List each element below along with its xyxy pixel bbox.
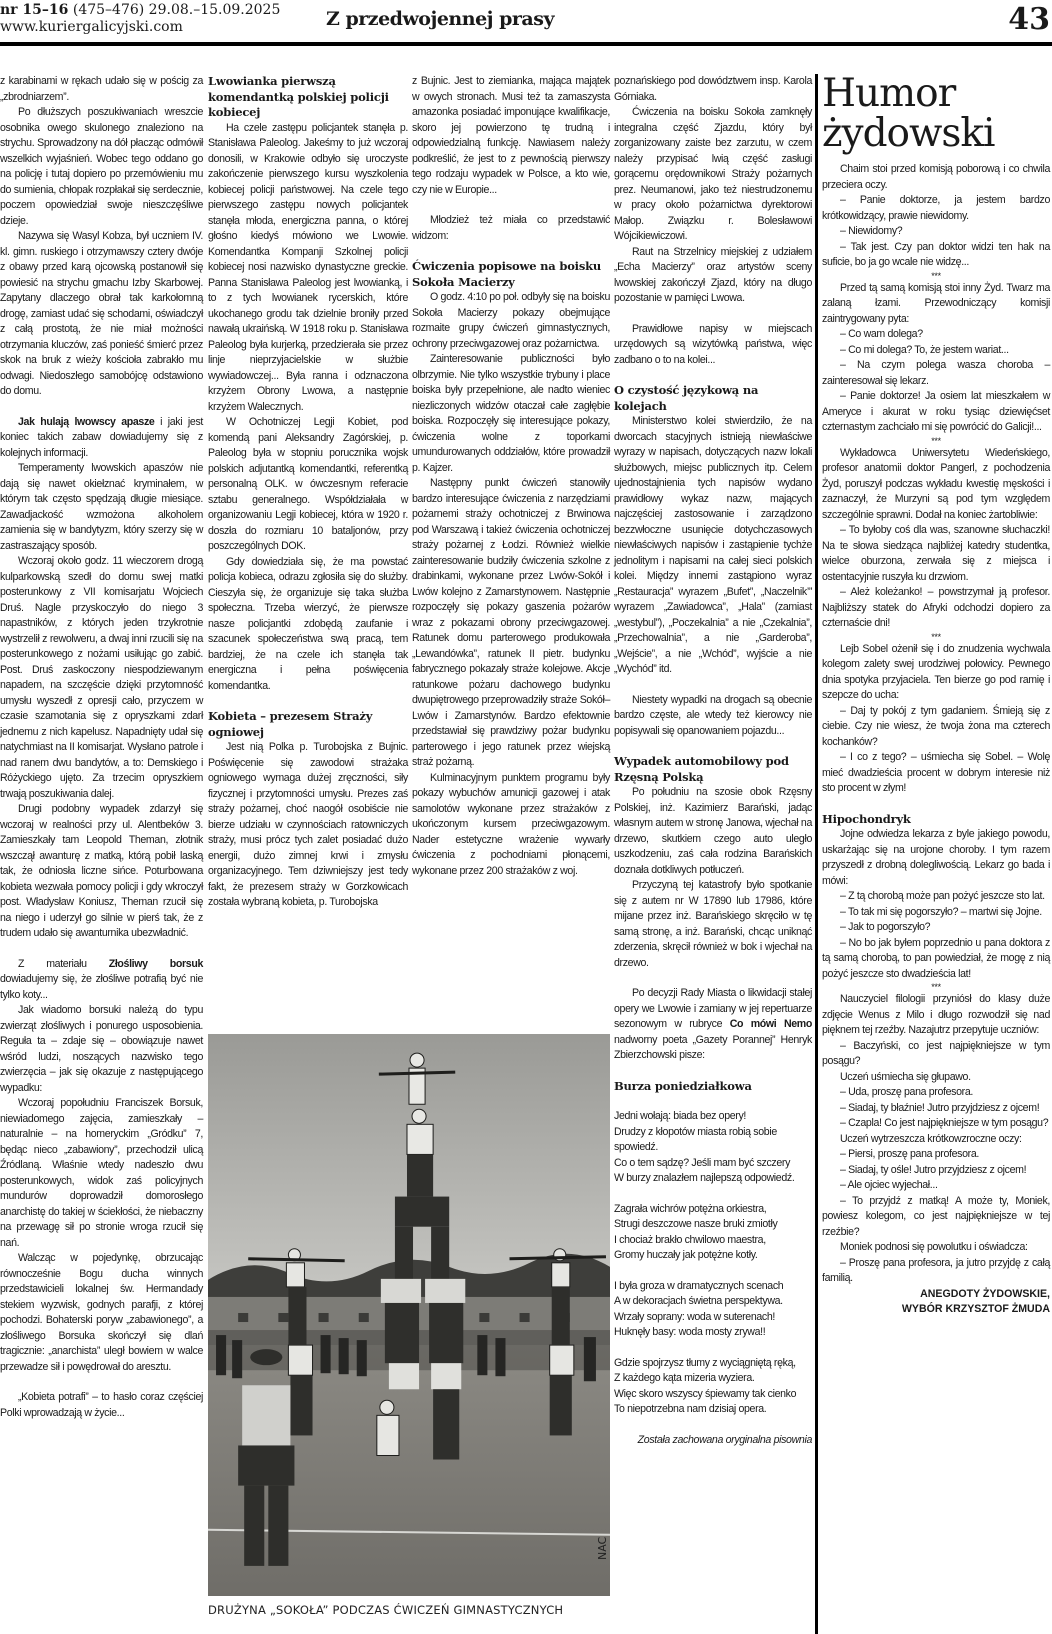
poem-line: A w dekoracjach świetna perspektywa. [614,1295,783,1307]
lead-text: dowiadujemy się, że złośliwe potrafią być nie tylko koty... [0,973,203,1001]
lead-text: nadworny poeta „Gazety Porannej” Henryk Zbierzchowski pisze: [614,1033,812,1061]
anecdote-paragraph: Chaim stoi przed komisją poborową i co chwila przeciera oczy. [822,163,1050,191]
section-title: Z przedwojennej prasy [326,8,554,30]
anecdote-paragraph: – Uda, proszę pana profesora. [840,1086,973,1098]
anecdote-paragraph: Uczeń wytrzeszcza krótkowzroczne oczy: [840,1132,1022,1145]
paragraph: Niestety wypadki na drogach są obecnie bardzo częste, ale wtedy też kierowcy nie popisywali się opanowaniem pojazdu... [614,693,812,737]
anecdote-paragraph: – Panie doktorze, ja jestem bardzo krótkowidzący, prawie niewidomy. [822,194,1050,222]
column-4 [614,74,812,1448]
anecdote-paragraph: Moniek podnosi się powolutku i oświadcza: [840,1241,1028,1253]
poem-line: Zagrała wichrów potężna orkiestra, [614,1202,767,1215]
anecdote-paragraph: – Siadaj, ty ośle! Jutro przyjdziesz z ojcem! [840,1163,1027,1176]
historic-photo [208,1034,610,1596]
paragraph: z karabinami w rękach udało się w pościg za „zbrodniarzem”. [0,75,203,103]
anecdote-paragraph: – Co mi dolega? To, że jestem wariat... [840,343,1009,356]
paragraph: Młodzież też miała co przedstawić widzom: [412,214,610,242]
paragraph: Jest nią Polka p. Turobojska z Bujnic. Poświęcenie się zawodowi strażaka ogniowego wymaga dużej zręczności, siły fizycznej i przytomności umysłu. Prezes zaś straży pożarnej, choć naogół osobiście nie bierze udziału w czynnościach ratowniczych straży, musi prócz tych zalet posiadać dużo energii, dużo zimnej krwi i zmysłu organizacyjnego. Tem dziwniejszy jest tedy fakt, że prezesem straży w Gorzkowicach została wybraną kobieta, p. Turobojska [208,741,408,908]
anecdote-paragraph: Przed tą samą komisją stoi inny Żyd. Twarz ma zalaną łzami. Przewodniczący komisji zaintrygowany pyta: [822,281,1050,325]
lead-paragraph [0,957,203,1004]
byline: WYBÓR KRZYSZTOF ŻMUDA [901,1303,1050,1315]
poem [614,1109,812,1418]
paragraph: Raut na Strzelnicy miejskiej z udziałem „Echa Macierzy” oraz artystów sceny lwowskiej zakończył Zjazd, który na długo pozostanie w pamięci Lwowa. [614,245,812,304]
humor-body [822,162,1050,1287]
anecdote-headline: Hipochondryk [822,811,911,826]
anecdote-paragraph: – Tak jest. Czy pan doktor widzi ten hak na suficie, bo ja go wcale nie widzę... [822,240,1050,268]
column-1 [0,74,203,1421]
paragraph: Zainteresowanie publiczności było olbrzymie. Nie tylko wszystkie trybuny i place boiska były przepełnione, ale nadto wieniec niezliczonych widzów otaczał całe zagłębie boiska. Rozpoczęły się interesujące pokazy, ćwiczenia wolne z toporkami umundurowanych oddziałów, które prowadził p. Kajzer. [412,353,610,474]
page-header [0,0,1052,44]
paragraph: W Ochotniczej Legji Kobiet, pod komendą pani Aleksandry Zagórskiej, p. Paleolog była w stopniu porucznika wojsk polskich adjutantką komendantki, referentką personalną OLK. w ówczesnym referacie sztabu generalnego. Współdziałała w organizowaniu Legji kobiecej, która w 1920 r. doszła do rozmiaru 10 bataljonów, przy poszczególnych DOK. [208,416,408,552]
separator-stars: *** [931,435,941,446]
poem-line: Huknęły basy: woda mosty zrywa!! [614,1326,766,1338]
paragraph: Ministerstwo kolei stwierdziło, że na dworcach stacyjnych istnieją niewłaściwe wyrazy w napisach, dotyczących nazw lokali służbowych, miejsc publicznych itp. Celem ujednostajnienia tych napisów wydano prawidłowy wykaz nazw, mających najczęściej zastosowanie i zarządzono bezzwłoczne usunięcie dotychczasowych niewłaściwych napisów i zastąpienie tychże jednolitym i napisami na całej sieci polskich kolei. Między innemi zastąpiono wyraz „Restauracja” wyrazem „Bufet”, „Naczelnik’” wyrazem „Zawiadowca”, „Hala” (zamiast „westybul”), „Poczekalnia” a nie „Czekalnia”, „Przechowalnia”, a nie „Garderoba”, „Wejście”, a nie „Wchód”, wyjście a nie „Wychód” itd. [614,415,812,675]
paragraph: Wczoraj popołudniu Franciszek Borsuk, niewiadomego zajęcia, zamieszkały – naturalnie – na homeryckim „Gródku” 7, będąc nieco „zabawiony”, przechodził ulicą Źródlaną. Właśnie wtedy nadeszło dwu posterunkowych, widok zaś policyjnych mundurów doprowadził domorosłego anarchistę do takiej w ściekłości, że niebaczny na przewagę sił po stronie wroga rzucił się nań. [0,1097,203,1249]
spacer [822,797,1050,812]
article-headline: Kobieta – prezesem Straży ogniowej [208,709,373,739]
poem-line: Gdzie spojrzysz tłumy z wyciągniętą ręką, [614,1356,796,1369]
stanza-break [614,1341,812,1356]
paragraph: Temperamenty lwowskich apaszów nie dają się nawet okiełznać kryminałem, w którym tak często spędzają długie miesiące. Zawadjackość wzmożona alkoholem zamienia się w bandytyzm, który szerzy się w zastraszający sposób. [0,462,203,552]
paragraph: Po południu na szosie obok Rzęsny Polskiej, inż. Kazimierz Barański, jadąc własnym autem w stronę Janowa, wjechał na drzewo, skutkiem czego auto uległo uszkodzeniu, zaś cała rodzina Barańskich doznała dotkliwych potłuczeń. [614,786,812,876]
poem-line: Co o tem sądzę? Jeśli mam być szczery [614,1156,791,1169]
paragraph: z Bujnic. Jest to ziemianka, mająca majątek w owych stronach. Musi też ta zamaszysta amazonka posiadać imponujące kwalifikacje, skoro jej powierzono tę trudną i odpowiedzialną funkcję. Nawiasem należy podkreślić, że jest to z pewnością pierwszy tego rodzaju wypadek w Polsce, a kto wie, czy nie w Europie... [412,75,610,196]
column-divider [815,74,818,1634]
gymnasts-pyramid-photo [208,1034,610,1596]
anecdote-paragraph: – To byłoby coś dla was, szanowne słuchaczki! Na te słowa siedząca najbliżej katedry studentka, wielce oburzona, zerwała się z miejsca i ostentacyjnie ruszyła ku drzwiom. [822,524,1050,583]
anecdote-paragraph: Nauczyciel filologii przyniósł do klasy duże zdjęcie Wenus z Milo i długo rozwodził się nad pięknem tej rzeźby. Nazajutrz przepytuje uczniów: [822,993,1050,1036]
column-3 [412,74,610,879]
lead-bold: Jak hulają lwowscy apasze [18,415,155,428]
anecdote-paragraph: – Siadaj, ty błaźnie! Jutro przyjdziesz z ojcem! [840,1101,1040,1114]
paragraph: Po dłuższych poszukiwaniach wreszcie osobnika owego skulonego znaleziono na strychu. Sprowadzony na dół płacząc odmówił wszelkich wyjaśnień. Wobec tego oddano go na policję i tutaj dopiero po przemówieniu mu do sumienia, chłopak rozpłakał się serdecznie, poczem opowiedział swoje nieszczęśliwe dzieje. [0,106,203,227]
anecdote-paragraph: – Z tą chorobą może pan pożyć jeszcze sto lat. [840,890,1045,902]
anecdote-paragraph: – Na czym polega wasza choroba – zainteresował się lekarz. [822,359,1050,387]
stanza-break [614,1187,812,1202]
anecdote-paragraph: – Panie doktorze! Ja osiem lat mieszkałem w Ameryce i akurat w roku tysiąc dziewięćset czternastym zachciało mi się powrócić do Galicji!... [822,390,1050,433]
paragraph: Przyczyną tej katastrofy było spotkanie się z autem nr W 17890 lub 17986, które mijane przez inż. Barańskiego skręciło w tę samą stronę, a inż. Barański, chcąc uniknąć zderzenia, skręcił również w bok i wjechał na drzewo. [614,879,812,969]
lead-bold: Złośliwy borsuk [108,957,203,970]
article-headline: Lwowianka pierwszą komendantką polskiej policji kobiecej [208,74,389,119]
paragraph: Prawidłowe napisy w miejscach urzędowych są wizytówką państwa, więc zadbano o to na kolei... [614,322,812,366]
anecdote-paragraph: – Co wam dolega? [840,328,923,340]
anecdote-paragraph: – To przyjdź z matką! A może ty, Moniek, powiesz kolegom, co jest najpiękniejsze w tej rzeźbie? [822,1194,1050,1238]
anecdote-paragraph: – Piersi, proszę pana profesora. [840,1148,979,1160]
paragraph: Nazywa się Wasyl Kobza, był uczniem IV. kl. gimn. ruskiego i otrzymawszy cztery dwóje z obawy przed karą ojcowską postanowił się powiesić na strychu gmachu Izby Skarbowej. Zapytany dlaczego obrał tak karkołomną drogę, zamiast udać się schodami, oświadczył z całą prostotą, że nie miał możności otrzymania kluczów, zaś ponieść śmierć przez skok na bruk z wieży kościoła zabrakło mu odwagi. Niedoszłego samobójcę odstawiono do domu. [0,230,203,397]
lead-paragraph [0,415,203,462]
anecdote-paragraph: Jojne odwiedza lekarza z byle jakiego powodu, uskarżając się na urojone choroby. I tym razem przyszedł z drobną dolegliwością. Lekarz go bada i mówi: [822,828,1050,887]
article-headline: O czystość językową na kolejach [614,383,759,413]
poem-line: I była groza w dramatycznych scenach [614,1279,784,1292]
poem-line: Więc skoro wszyscy śpiewamy tak cienko [614,1387,797,1400]
anecdote-paragraph: – Niewidomy? [840,225,903,237]
humor-title-line: żydowski [822,111,995,156]
anecdote-paragraph: Uczeń uśmiecha się głupawo. [840,1070,971,1083]
poem-line: Gromy huczały jak potężne kotły. [614,1249,758,1261]
separator-stars: *** [931,631,941,642]
anecdote-paragraph: – Proszę pana profesora, ja jutro przyjdę z całą familią. [822,1256,1050,1284]
anecdote-paragraph: – I co z tego? – uśmiecha się Sobel. – Wolę mieć dwadzieścia procent w dobrym interesie niż sto procent w złym! [822,751,1050,794]
humor-title [822,71,1050,156]
paragraph: Wczoraj około godz. 11 wieczorem drogą kulparkowską szedł do domu swej matki posterunkowy z VII komisarjatu Wojciech Druś. Nagle przyskoczyło do niego 3 napastników, z których jeden trzykrotnie wystrzelił z rewolweru, a dwaj inni rzucili się na posterunkowego z nożami usiłując go zabić. Post. Druś zaskoczony niespodziewanym napadem, na szczęście dzięki przytomność umysłu wyszedł z opresji cało, przyczem w czasie szamotania się z opryszkami zdarł jednemu z nich kapelusz. Napadnięty udał się natychmiast na II komisarjat. Wysłano patrole i nad ranem dwu bandytów, a to: Demskiego i Różyckiego ujęto. Za trzecim opryszkiem trwają poszukiwania dalej. [0,555,203,800]
anecdote-paragraph: – To tak mi się pogorszyło? – martwi się Jojne. [840,905,1042,918]
anecdote-paragraph: – Ale ojciec wyjechał... [840,1179,938,1191]
separator-stars: *** [931,982,941,992]
anecdote-paragraph: – Baczyński, co jest najpiękniejsze w tym posągu? [822,1039,1050,1067]
anecdote-paragraph: Lejb Sobel ożenił się i do znudzenia wychwala kolegom zalety swej urodziwej połowicy. Pewnego dnia spotyka przyjaciela. Ten bierze go pod ramię i szepcze do ucha: [822,642,1050,701]
issue-number: nr 15–16 [0,2,69,18]
paragraph: Kulminacyjnym punktem programu były pokazy wybuchów amunicji gazowej i atak samolotów wykonane przez strażaków z ukończonym kursem przeciwgazowym. Nader estetyczne wrażenie wywarły ćwiczenia z pochodniami płonącemi, wykonane przez 200 strażaków z woj. [412,771,610,877]
stanza-break [614,1264,812,1279]
article-headline: Ćwiczenia popisowe na boisku Sokoła Macierzy [412,259,602,289]
lead-text: Po decyzji Rady Miasta o likwidacji stałej opery we Lwowie i zamiany w jej repertuarze sezonowym w rubryce [614,987,812,1030]
anecdote-paragraph: Wykładowca Uniwersytetu Wiedeńskiego, profesor anatomii doktor Pangerl, z pochodzenia Żyd, poruszył podczas wykładu kwestię męskości i zaznaczył, że Murzyni są pod tym względem szczególnie sprawni. Dodał na koniec żartobliwie: [822,446,1050,521]
paragraph: Walcząc w pojedynkę, obrzucając równocześnie Bogu ducha winnych przedstawicieli lokalnej św. Hermandady stekiem wyzwisk, godnych parafji, z której pochodzi. Bohaterski poryw „zabawionego”, a złośliwego Borsuka skończył się dlań tragicznie: „anarchista” uległ bowiem w walce przewadze sił i powędrował do aresztu. [0,1252,203,1373]
lead-paragraph [614,986,812,1064]
poem-line: Jedni wołają: biada bez opery! [614,1110,747,1122]
poem-line: Z każdego kąta mizeria wyziera. [614,1372,755,1384]
poem-line: W burzy znalazłem najlepszą odpowiedź. [614,1172,795,1184]
anecdote-paragraph: – Ależ koleżanko! – powstrzymał ją profesor. Najbliższy statek do Afryki odchodzi dopiero za czternaście dni! [822,586,1050,629]
paragraph: poznańskiego pod dowództwem insp. Karola Górniaka. [614,75,812,103]
column-2 [208,74,408,911]
photo-caption: DRUŻYNA „SOKOŁA” PODCZAS ĆWICZEŃ GIMNASTYCZNYCH [208,1603,564,1617]
anecdote-paragraph: – Daj ty pokój z tym gadaniem. Śmieją się z ciebie. Czy nie wiesz, że twoja żona ma czterech kochanków? [822,704,1050,748]
lead-text: i jaki jest koniec takich zabaw dowiadujemy się z kolejnych informacji. [0,415,203,459]
article-headline: Wypadek automobilowy pod Rzęsną Polską [614,754,789,784]
paragraph: „Kobieta potrafi” – to hasło coraz częściej Polki wprowadzają w życie... [0,1391,203,1419]
paragraph: Jak wiadomo borsuki należą do typu zwierząt złośliwych i ponurego usposobienia. Reguła ta – zdaje się – obowiązuje nawet wśród ludzi, noszących nazwisko tego zwierzęcia – jak się okazuje z następującego wypadku: [0,1004,203,1094]
column-humor [822,71,1050,1318]
header-rule [0,42,1052,46]
poem-title: Burza poniedziałkowa [614,1078,752,1093]
lead-bold: Co mówi Nemo [729,1018,812,1030]
paragraph: O godz. 4:10 po poł. odbyły się na boisku Sokoła Macierzy pokazy obejmujące rozmaite grupy ćwiczeń gimnastycznych, ochrony przeciwgazowej oraz pożarnictwa. [412,291,610,350]
website-link[interactable]: www.kuriergalicyjski.com [0,19,183,35]
poem-line: Strugi deszczowe nasze bruki zmiotły [614,1218,778,1230]
spelling-note: Została zachowana oryginalna pisownia [637,1433,812,1446]
paragraph: Ćwiczenia na boisku Sokoła zamknęły integralna część Zjazdu, który był zorganizowany zaiste bez zarzutu, w czem należy przypisać lwią część zasługi gorącemu orędownikowi Straży pożarnych prez. Neumanowi, jako też niestrudzonemu w pracy około pożarnictwa dyrektorowi Małop. Związku r. Bolesławowi Wójcikiewiczowi. [614,106,812,242]
anecdote-paragraph: – No bo jak byłem poprzednio u pana doktora z tą samą chorobą, to pan powiedział, że mogę z nią pożyć jeszcze sto dwadzieścia lat! [822,936,1050,980]
poem-line: I chociaż brakło chwilowo maestra, [614,1233,766,1246]
paragraph: Gdy dowiedziała się, że ma powstać policja kobieca, odrazu zgłosiła się do służby. Cieszyła się, że organizuje się taka służba społeczna. Trzeba wierzyć, że pierwsze nasze policjantki zdobędą zaufanie i szacunek społeczeństwa swą pracą, tem bardziej, że na czele ich stanęła tak energiczna i pełna poświęcenia komendantka. [208,555,408,692]
poem-line: Drudzy z kłopotów miasta robią sobie spowiedź. [614,1125,777,1153]
issue-dates: (475–476) 29.08.–15.09.2025 [72,2,281,18]
lead-text: Z materiału [18,957,109,970]
anecdote-paragraph: – Jak to pogorszyło? [840,921,931,933]
byline: ANEGDOTY ŻYDOWSKIE, [920,1287,1050,1300]
paragraph: Następny punkt ćwiczeń stanowiły bardzo interesujące ćwiczenia z narzędziami pożarnemi straży ochotniczej z Brwinowa pod Warszawą i takież ćwiczenia ochotniczej straży pożarnej z Łodzi. Również wielkie zainteresowanie budziły ćwiczenia szkolne z drabinkami, wykonane przez Lwów-Sokół i Lwów kolejno z Zamarstynowem. Następnie rozpoczęły się pokazy gaszenia pożarów wraz z pokazami obrony przeciwgazowej. Ratunek domu parterowego produkowała „Lewandówka”, ratunek II pietr. budynku fabrycznego pokazały straże kolejowe. Akcje ratunkowe pożaru dachowego budynku dwupiętrowego przeprowadziły straże Sokół–Lwów i Zamarstynów. Bardzo efektownie przedstawiał się prawdziwy pożar budynku parterowego i jego ratunek przez wiejską straż pożarną. [412,477,610,768]
poem-line: To niepotrzebna nam dzisiaj opera. [614,1403,767,1415]
photo-credit: NAC [596,1536,609,1560]
humor-title-line: Humor [822,71,956,116]
page-number: 43 [1008,2,1050,37]
paragraph: Drugi podobny wypadek zdarzył się wczoraj w realności przy ul. Alentbeków 3. Zamieszkały tam Leopold Theman, złotnik wszczął awanturę z matką, którą pobił laską tak, że odniosła liczne sińce. Poturbowana kobieta wezwała pomocy policji i gdy wkroczył post. Władysław Koniusz, Theman rzucił się na niego i uderzył go silnie w pierś tak, że z trudem udało się awanturnika ubezwładnić. [0,803,203,939]
paragraph: Ha czele zastępu policjantek stanęła p. Stanisława Paleolog. Jakeśmy to już wczoraj donosili, w Krakowie odbyło się uroczyste zakończenie pierwszego kursu wyszkolenia kobiecej policji państwowej. Na czele tego pierwszego zastępu nowych policjantek stanęła młoda, energiczna panna, o której głośno kiedyś mówiono we Lwowie. Komendantka Kompanji Szkolnej policji kobiecej nosi nazwisko dynastyczne greckie. Panna Stanisława Paleolog jest lwowianką, i to z tych lwowianek rycerskich, które ukochanego grodu tak dzielnie broniły przed nawałą ukraińską. W 1918 roku p. Stanisława Paleolog była kurjerką, przedzierała sie przez linje nieprzyjacielskie w służbie wywiadowczej... Była ranna i odznaczona krzyżem Obrony Lwowa, a następnie krzyżem Walecznych. [208,121,408,413]
separator-stars: *** [931,270,941,281]
poem-line: Wrzały soprany: woda w suterenach! [614,1310,776,1323]
anecdote-paragraph: – Czapla! Co jest najpiękniejsze w tym posągu? [840,1117,1049,1129]
